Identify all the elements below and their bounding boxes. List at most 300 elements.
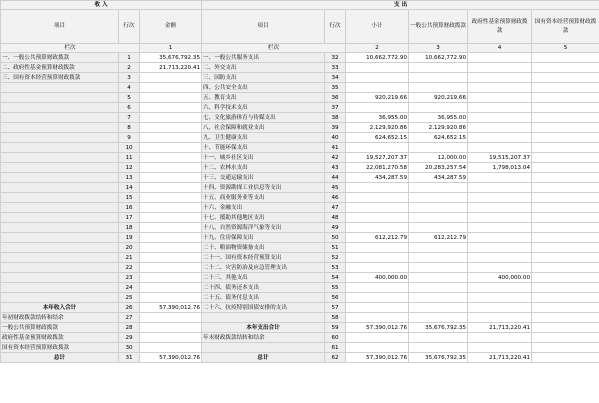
general-amount-cell: 35,676,792.35 (409, 323, 468, 333)
right-line-cell: 38 (325, 113, 346, 123)
fund-amount-cell: 400,000.00 (468, 273, 532, 283)
fund-amount-cell (468, 223, 532, 233)
subtotal-cell (346, 243, 409, 253)
capital-amount-cell (532, 223, 599, 233)
right-item-cell (202, 343, 325, 353)
table-row (1, 293, 599, 303)
right-line-cell: 41 (325, 143, 346, 153)
section-header-row (1, 1, 599, 10)
subtotal-cell (346, 283, 409, 293)
left-amount-cell: 21,713,220.41 (140, 63, 202, 73)
right-line-cell: 61 (325, 343, 346, 353)
left-line-cell: 17 (119, 213, 140, 223)
table-row (1, 63, 599, 73)
capital-amount-cell (532, 203, 599, 213)
right-line-cell: 40 (325, 133, 346, 143)
capital-amount-cell (532, 173, 599, 183)
fund-amount-cell (468, 213, 532, 223)
left-line-cell: 16 (119, 203, 140, 213)
capital-amount-cell (532, 153, 599, 163)
capital-amount-cell (532, 313, 599, 323)
subtotal-cell: 434,287.59 (346, 173, 409, 183)
subtotal-cell (346, 333, 409, 343)
right-item-cell: 二、外交支出 (202, 63, 325, 73)
right-line-cell: 62 (325, 353, 346, 363)
capital-amount-cell (532, 133, 599, 143)
general-amount-cell: 2,129,920.86 (409, 123, 468, 133)
table-row (1, 283, 599, 293)
right-item-cell: 十六、金融支出 (202, 203, 325, 213)
left-item-cell (1, 153, 119, 163)
left-line-cell: 7 (119, 113, 140, 123)
right-line-cell: 50 (325, 233, 346, 243)
left-line-cell: 10 (119, 143, 140, 153)
left-line-cell: 20 (119, 243, 140, 253)
left-item-cell (1, 93, 119, 103)
left-item-cell: 总计 (1, 353, 119, 363)
fund-amount-cell (468, 53, 532, 63)
subtotal-cell (346, 83, 409, 93)
general-amount-cell (409, 243, 468, 253)
right-item-cell: 二十、粮油物资储备支出 (202, 243, 325, 253)
left-line-cell: 29 (119, 333, 140, 343)
right-line-cell: 47 (325, 203, 346, 213)
fund-amount-cell (468, 63, 532, 73)
capital-amount-cell (532, 263, 599, 273)
subtotal-cell (346, 313, 409, 323)
left-item-cell: 三、国有资本经营预算财政拨款 (1, 73, 119, 83)
left-item-cell (1, 123, 119, 133)
left-amount-cell (140, 313, 202, 323)
right-line-cell: 39 (325, 123, 346, 133)
subtotal-cell (346, 213, 409, 223)
right-line-cell: 53 (325, 263, 346, 273)
capital-amount-cell (532, 213, 599, 223)
left-item-cell (1, 293, 119, 303)
fund-amount-cell: 21,713,220.41 (468, 323, 532, 333)
left-amount-cell (140, 323, 202, 333)
subtotal-cell (346, 303, 409, 313)
left-amount-cell (140, 133, 202, 143)
left-item-cell (1, 273, 119, 283)
table-row (1, 223, 599, 233)
general-amount-cell: 612,212.79 (409, 233, 468, 243)
left-amount-cell: 57,390,012.76 (140, 303, 202, 313)
left-line-cell: 14 (119, 183, 140, 193)
right-item-cell: 二十四、债务还本支出 (202, 283, 325, 293)
subtotal-cell (346, 103, 409, 113)
left-line-cell: 28 (119, 323, 140, 333)
left-amount-cell (140, 223, 202, 233)
index-fund: 4 (468, 44, 532, 53)
table-row (1, 273, 599, 283)
general-amount-cell (409, 183, 468, 193)
left-line-cell: 31 (119, 353, 140, 363)
col-subtotal-header: 小计 (346, 10, 409, 44)
general-amount-cell (409, 253, 468, 263)
left-item-cell: 本年收入合计 (1, 303, 119, 313)
general-amount-cell (409, 63, 468, 73)
fund-amount-cell (468, 103, 532, 113)
capital-amount-cell (532, 53, 599, 63)
general-amount-cell (409, 83, 468, 93)
left-line-cell: 18 (119, 223, 140, 233)
left-amount-cell: 57,390,012.76 (140, 353, 202, 363)
left-amount-cell (140, 103, 202, 113)
left-item-cell: 一般公共预算财政拨款 (1, 323, 119, 333)
left-amount-cell (140, 283, 202, 293)
table-row (1, 333, 599, 343)
left-item-cell (1, 113, 119, 123)
general-amount-cell (409, 263, 468, 273)
index-label-right: 栏次 (202, 44, 346, 53)
left-amount-cell (140, 243, 202, 253)
left-amount-cell (140, 213, 202, 223)
table-row (1, 323, 599, 333)
subtotal-cell (346, 253, 409, 263)
fund-amount-cell (468, 293, 532, 303)
column-index-row (1, 44, 599, 53)
left-amount-cell (140, 343, 202, 353)
table-row (1, 203, 599, 213)
left-line-cell: 30 (119, 343, 140, 353)
right-item-cell: 二十六、抗疫特别国债安排的支出 (202, 303, 325, 313)
col-item-header: 项目 (1, 10, 119, 44)
left-item-cell (1, 203, 119, 213)
table-row (1, 153, 599, 163)
left-line-cell: 2 (119, 63, 140, 73)
capital-amount-cell (532, 183, 599, 193)
left-amount-cell (140, 73, 202, 83)
fund-amount-cell (468, 253, 532, 263)
capital-amount-cell (532, 343, 599, 353)
right-item-cell: 六、科学技术支出 (202, 103, 325, 113)
fund-amount-cell (468, 283, 532, 293)
general-amount-cell: 20,283,257.54 (409, 163, 468, 173)
right-line-cell: 58 (325, 313, 346, 323)
subtotal-cell (346, 223, 409, 233)
capital-amount-cell (532, 303, 599, 313)
left-line-cell: 12 (119, 163, 140, 173)
left-amount-cell (140, 193, 202, 203)
left-amount-cell (140, 273, 202, 283)
index-general: 3 (409, 44, 468, 53)
right-line-cell: 52 (325, 253, 346, 263)
left-amount-cell (140, 183, 202, 193)
subtotal-cell: 920,219.66 (346, 93, 409, 103)
table-row (1, 103, 599, 113)
left-line-cell: 21 (119, 253, 140, 263)
left-item-cell (1, 223, 119, 233)
right-item-cell: 十三、交通运输支出 (202, 173, 325, 183)
fund-amount-cell (468, 143, 532, 153)
right-line-cell: 42 (325, 153, 346, 163)
table-row (1, 163, 599, 173)
right-item-cell: 二十二、灾害防治及应急管理支出 (202, 263, 325, 273)
fund-amount-cell (468, 313, 532, 323)
left-item-cell (1, 103, 119, 113)
general-amount-cell (409, 293, 468, 303)
fund-amount-cell (468, 173, 532, 183)
left-amount-cell (140, 123, 202, 133)
capital-amount-cell (532, 63, 599, 73)
general-amount-cell: 12,000.00 (409, 153, 468, 163)
fund-amount-cell (468, 233, 532, 243)
right-item-cell: 十五、商业服务业等支出 (202, 193, 325, 203)
left-item-cell: 年初财政拨款结转和结余 (1, 313, 119, 323)
left-line-cell: 11 (119, 153, 140, 163)
right-item-cell: 年末财政拨款结转和结余 (202, 333, 325, 343)
left-line-cell: 23 (119, 273, 140, 283)
right-line-cell: 46 (325, 193, 346, 203)
capital-amount-cell (532, 103, 599, 113)
subtotal-cell: 612,212.79 (346, 233, 409, 243)
general-amount-cell (409, 313, 468, 323)
left-line-cell: 6 (119, 103, 140, 113)
col-amount-header: 金额 (140, 10, 202, 44)
index-subtotal: 2 (346, 44, 409, 53)
table-row (1, 73, 599, 83)
fund-amount-cell: 21,713,220.41 (468, 353, 532, 363)
table-row (1, 313, 599, 323)
left-item-cell (1, 133, 119, 143)
right-item-cell: 十九、住房保障支出 (202, 233, 325, 243)
right-item-cell: 十一、城乡社区支出 (202, 153, 325, 163)
col-line2-header: 行次 (325, 10, 346, 44)
subtotal-cell: 400,000.00 (346, 273, 409, 283)
table-row (1, 343, 599, 353)
right-item-cell: 二十五、债务付息支出 (202, 293, 325, 303)
left-line-cell: 26 (119, 303, 140, 313)
table-row (1, 183, 599, 193)
general-amount-cell (409, 303, 468, 313)
right-item-cell: 本年支出合计 (202, 323, 325, 333)
left-line-cell: 22 (119, 263, 140, 273)
right-line-cell: 32 (325, 53, 346, 63)
right-item-cell: 总计 (202, 353, 325, 363)
capital-amount-cell (532, 233, 599, 243)
left-amount-cell (140, 293, 202, 303)
capital-amount-cell (532, 293, 599, 303)
fund-amount-cell: 1,798,013.04 (468, 163, 532, 173)
table-row (1, 53, 599, 63)
subtotal-cell: 57,390,012.76 (346, 353, 409, 363)
left-item-cell (1, 233, 119, 243)
left-item-cell (1, 263, 119, 273)
general-amount-cell (409, 223, 468, 233)
col-capital-header: 国有资本经营预算财政拨款 (532, 10, 599, 44)
capital-amount-cell (532, 143, 599, 153)
fund-amount-cell (468, 123, 532, 133)
left-amount-cell (140, 333, 202, 343)
index-amount: 1 (140, 44, 202, 53)
capital-amount-cell (532, 333, 599, 343)
left-item-cell (1, 283, 119, 293)
table-row (1, 243, 599, 253)
left-amount-cell (140, 153, 202, 163)
capital-amount-cell (532, 123, 599, 133)
left-line-cell: 15 (119, 193, 140, 203)
left-line-cell: 4 (119, 83, 140, 93)
right-line-cell: 33 (325, 63, 346, 73)
general-amount-cell: 36,955.00 (409, 113, 468, 123)
left-line-cell: 1 (119, 53, 140, 63)
left-line-cell: 25 (119, 293, 140, 303)
left-amount-cell (140, 163, 202, 173)
table-row (1, 143, 599, 153)
subtotal-cell (346, 73, 409, 83)
left-item-cell (1, 183, 119, 193)
general-amount-cell (409, 143, 468, 153)
table-row (1, 253, 599, 263)
left-item-cell (1, 193, 119, 203)
right-item-cell: 十八、自然资源海洋气象等支出 (202, 223, 325, 233)
general-amount-cell (409, 73, 468, 83)
expense-section-title: 支 出 (202, 1, 599, 10)
subtotal-cell (346, 183, 409, 193)
index-capital: 5 (532, 44, 599, 53)
table-row (1, 113, 599, 123)
fund-amount-cell (468, 73, 532, 83)
right-line-cell: 37 (325, 103, 346, 113)
left-amount-cell (140, 113, 202, 123)
index-label-left: 栏次 (1, 44, 140, 53)
right-item-cell: 二十三、其他支出 (202, 273, 325, 283)
left-line-cell: 5 (119, 93, 140, 103)
left-item-cell (1, 143, 119, 153)
fund-amount-cell (468, 183, 532, 193)
subtotal-cell (346, 143, 409, 153)
fund-amount-cell (468, 303, 532, 313)
general-amount-cell (409, 103, 468, 113)
general-amount-cell (409, 343, 468, 353)
general-amount-cell: 35,676,792.35 (409, 353, 468, 363)
table-row (1, 83, 599, 93)
right-line-cell: 51 (325, 243, 346, 253)
capital-amount-cell (532, 163, 599, 173)
capital-amount-cell (532, 243, 599, 253)
general-amount-cell (409, 333, 468, 343)
left-item-cell: 国有资本经营预算财政拨款 (1, 343, 119, 353)
general-amount-cell: 920,219.66 (409, 93, 468, 103)
general-amount-cell: 10,662,772.90 (409, 53, 468, 63)
left-item-cell (1, 243, 119, 253)
capital-amount-cell (532, 323, 599, 333)
table-row (1, 303, 599, 313)
left-amount-cell (140, 83, 202, 93)
right-item-cell: 八、社会保障和就业支出 (202, 123, 325, 133)
subtotal-cell: 57,390,012.76 (346, 323, 409, 333)
right-item-cell: 十、节能环保支出 (202, 143, 325, 153)
fund-amount-cell (468, 243, 532, 253)
general-amount-cell: 434,287.59 (409, 173, 468, 183)
income-section-title: 收 入 (1, 1, 202, 10)
table-row (1, 133, 599, 143)
right-line-cell: 59 (325, 323, 346, 333)
right-line-cell: 49 (325, 223, 346, 233)
right-item-cell: 十四、资源勘探工业信息等支出 (202, 183, 325, 193)
left-item-cell: 政府性基金预算财政拨款 (1, 333, 119, 343)
left-amount-cell (140, 173, 202, 183)
right-line-cell: 55 (325, 283, 346, 293)
right-line-cell: 54 (325, 273, 346, 283)
left-amount-cell (140, 93, 202, 103)
capital-amount-cell (532, 353, 599, 363)
left-line-cell: 13 (119, 173, 140, 183)
table-row (1, 93, 599, 103)
fund-amount-cell (468, 343, 532, 353)
table-row (1, 213, 599, 223)
subtotal-cell: 19,527,207.37 (346, 153, 409, 163)
fund-amount-cell (468, 203, 532, 213)
capital-amount-cell (532, 73, 599, 83)
left-amount-cell: 35,676,792.35 (140, 53, 202, 63)
right-item-cell: 五、教育支出 (202, 93, 325, 103)
column-header-row (1, 10, 599, 44)
fund-amount-cell (468, 93, 532, 103)
right-item-cell (202, 313, 325, 323)
col-fund-header: 政府性基金预算财政拨款 (468, 10, 532, 44)
fund-amount-cell (468, 83, 532, 93)
col-item2-header: 项目 (202, 10, 325, 44)
table-body (1, 53, 599, 363)
table-row (1, 173, 599, 183)
capital-amount-cell (532, 113, 599, 123)
left-item-cell (1, 163, 119, 173)
subtotal-cell (346, 63, 409, 73)
left-item-cell: 二、政府性基金预算财政拨款 (1, 63, 119, 73)
general-amount-cell (409, 283, 468, 293)
right-item-cell: 七、文化旅游体育与传媒支出 (202, 113, 325, 123)
left-item-cell (1, 253, 119, 263)
subtotal-cell: 22,081,270.58 (346, 163, 409, 173)
subtotal-cell (346, 203, 409, 213)
capital-amount-cell (532, 83, 599, 93)
right-item-cell: 三、国防支出 (202, 73, 325, 83)
right-line-cell: 36 (325, 93, 346, 103)
general-amount-cell (409, 273, 468, 283)
right-item-cell: 二十一、国有资本经营预算支出 (202, 253, 325, 263)
right-item-cell: 十二、农林水支出 (202, 163, 325, 173)
right-line-cell: 34 (325, 73, 346, 83)
left-amount-cell (140, 263, 202, 273)
fund-amount-cell (468, 263, 532, 273)
right-line-cell: 43 (325, 163, 346, 173)
left-amount-cell (140, 233, 202, 243)
capital-amount-cell (532, 253, 599, 263)
right-item-cell: 九、卫生健康支出 (202, 133, 325, 143)
capital-amount-cell (532, 93, 599, 103)
left-line-cell: 3 (119, 73, 140, 83)
right-line-cell: 44 (325, 173, 346, 183)
capital-amount-cell (532, 193, 599, 203)
general-amount-cell (409, 213, 468, 223)
left-item-cell (1, 83, 119, 93)
right-line-cell: 35 (325, 83, 346, 93)
left-line-cell: 24 (119, 283, 140, 293)
fund-amount-cell: 19,515,207.37 (468, 153, 532, 163)
right-line-cell: 56 (325, 293, 346, 303)
right-line-cell: 48 (325, 213, 346, 223)
left-item-cell (1, 213, 119, 223)
general-amount-cell (409, 193, 468, 203)
left-item-cell (1, 173, 119, 183)
table-row (1, 353, 599, 363)
left-line-cell: 27 (119, 313, 140, 323)
fund-amount-cell (468, 113, 532, 123)
fund-amount-cell (468, 193, 532, 203)
subtotal-cell (346, 193, 409, 203)
